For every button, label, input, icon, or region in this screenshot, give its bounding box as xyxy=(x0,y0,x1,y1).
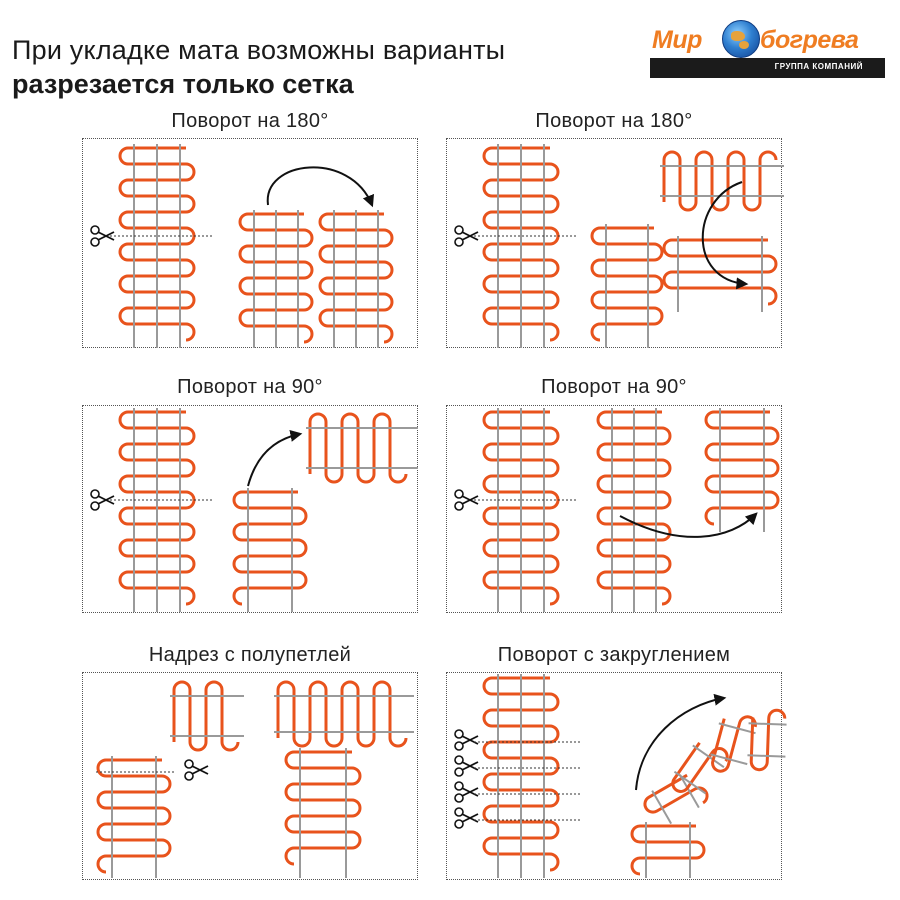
mat-rotated-piece xyxy=(306,414,418,482)
headline-line-2: разрезается только сетка xyxy=(12,69,354,99)
logo-subtitle: ГРУППА КОМПАНИЙ xyxy=(774,62,863,71)
mat-cut-piece xyxy=(592,224,662,348)
panel-6-title: Поворот с закруглением xyxy=(497,644,731,666)
heating-cable xyxy=(664,240,776,304)
mat-lower-left xyxy=(98,756,170,878)
panel-1-title: Поворот на 180° xyxy=(171,110,329,132)
heating-cable xyxy=(234,492,306,604)
mat-half-loop-piece xyxy=(170,682,244,750)
mat-strip-left xyxy=(120,144,194,348)
turn-180-arrow xyxy=(268,167,372,205)
mat-middle-piece xyxy=(598,408,670,612)
mat-lower-right xyxy=(286,748,360,878)
heating-cable xyxy=(751,709,785,770)
heating-cable xyxy=(592,228,662,340)
headline-line-1: При укладке мата возможны варианты xyxy=(12,35,506,65)
panel-3-title: Поворот на 90° xyxy=(177,376,323,398)
mat-strip-left xyxy=(484,408,558,612)
mat-strip-left xyxy=(484,674,558,878)
heating-cable xyxy=(706,412,778,524)
heating-cable xyxy=(664,152,776,210)
mat-rotated-piece xyxy=(320,210,392,348)
scissors-icon xyxy=(185,760,208,780)
mesh-wire xyxy=(747,755,785,756)
mat-segment-3 xyxy=(666,734,732,805)
mat-cut-piece xyxy=(234,488,306,612)
mat-strip-left xyxy=(484,144,558,348)
mat-rotated-piece xyxy=(706,408,778,532)
heating-cable xyxy=(632,826,704,874)
scissors-icon xyxy=(455,808,478,828)
mat-strip-left xyxy=(120,408,194,612)
scissors-icon xyxy=(455,730,478,750)
mat-segment-body xyxy=(666,734,732,805)
panel-5-title: Надрез с полупетлей xyxy=(148,644,352,666)
turn-180-arrow xyxy=(703,182,746,284)
mat-cut-piece xyxy=(240,210,312,348)
heating-cable xyxy=(98,760,170,872)
mesh-wire xyxy=(652,791,671,824)
scissors-icon xyxy=(455,756,478,776)
mat-segment-1 xyxy=(632,822,704,878)
panel-4-title: Поворот на 90° xyxy=(541,376,687,398)
scissors-icon xyxy=(455,782,478,802)
mat-upper-piece xyxy=(660,152,784,210)
heating-cable xyxy=(278,682,406,746)
heating-cable xyxy=(286,752,360,864)
heating-cable xyxy=(310,414,406,482)
turn-90-arrow xyxy=(248,434,300,486)
mat-segment-5 xyxy=(747,709,787,770)
mesh-wire xyxy=(749,723,787,724)
mat-upper-right xyxy=(274,682,414,746)
logo-name-left: Мир xyxy=(652,26,702,54)
heating-cable xyxy=(711,711,757,777)
panel-2-title: Поворот на 180° xyxy=(535,110,693,132)
heating-cable xyxy=(174,682,238,750)
heating-cable xyxy=(642,771,710,829)
mat-segment-body xyxy=(747,709,787,770)
turn-90-arrow xyxy=(620,514,756,537)
logo-name-right: богрева xyxy=(760,26,859,54)
